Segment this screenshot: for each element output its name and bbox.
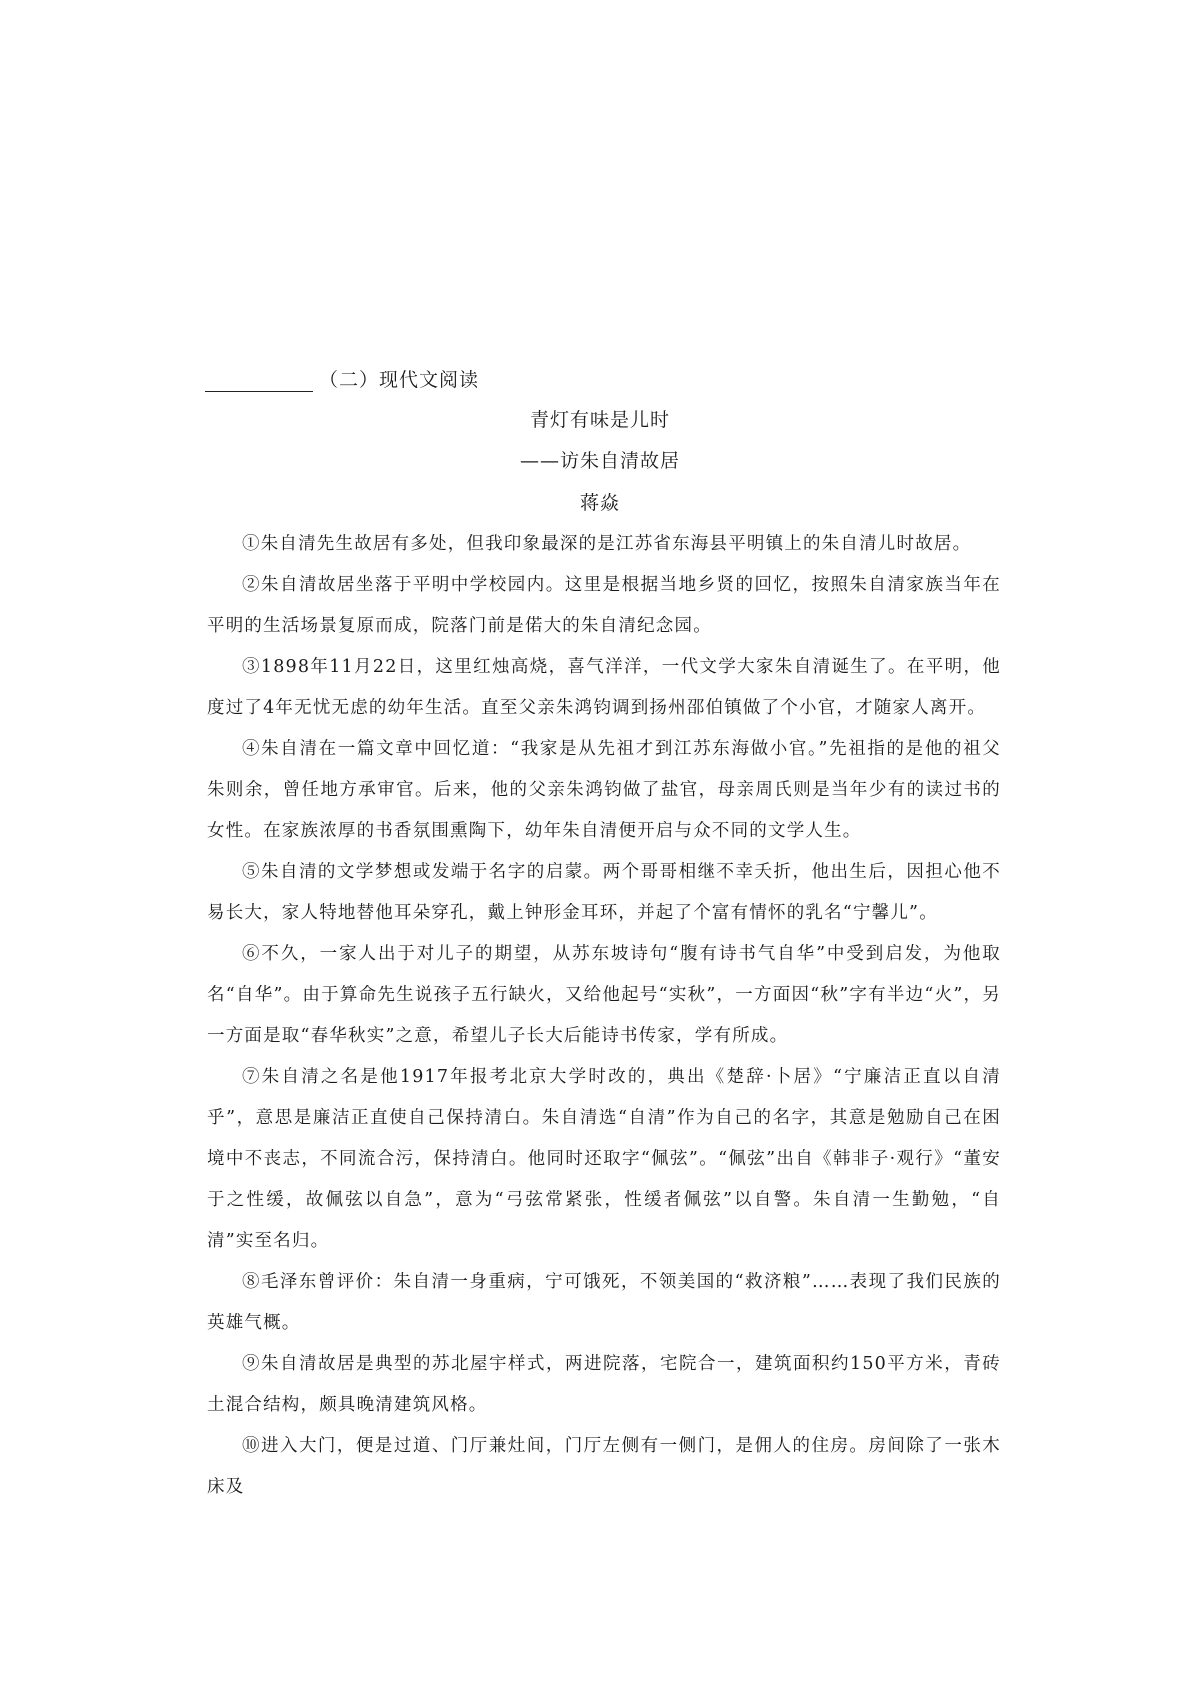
paragraph-3: ③1898年11月22日，这里红烛高烧，喜气洋洋，一代文学大家朱自清诞生了。在平明，他度过了4年无忧无虑的幼年生活。直至父亲朱鸿钧调到扬州邵伯镇做了个小官，才随家人离开。 [207,657,1001,718]
paragraph-9: ⑨朱自清故居是典型的苏北屋宇样式，两进院落，宅院合一，建筑面积约150平方米，青砖土混合结构，颇具晚清建筑风格。 [207,1354,1001,1415]
answer-blank [205,371,313,392]
paragraph-2: ②朱自清故居坐落于平明中学校园内。这里是根据当地乡贤的回忆，按照朱自清家族当年在平明的生活场景复原而成，院落门前是偌大的朱自清纪念园。 [207,575,1001,636]
section-heading-line [205,365,479,392]
section-heading: （二）现代文阅读 [319,369,480,391]
article-author: 蒋焱 [579,492,620,514]
paragraph-7: ⑦朱自清之名是他1917年报考北京大学时改的，典出《楚辞·卜居》“宁廉洁正直以自清乎”，意思是廉洁正直使自己保持清白。朱自清选“自清”作为自己的名字，其意是勉励自己在困境中不丧志，不同流合污，保持清白。他同时还取字“佩弦”。“佩弦”出自《韩非子·观行》“董安于之性缓，故佩弦以自急”，意为“弓弦常紧张，性缓者佩弦”以自警。朱自清一生勤勉，“自清”实至名归。 [207,1067,1001,1251]
paragraph-8: ⑧毛泽东曾评价：朱自清一身重病，宁可饿死，不领美国的“救济粮”……表现了我们民族的英雄气概。 [207,1272,1001,1333]
article-subtitle: ——访朱自清故居 [519,450,680,472]
article-body [207,524,1001,1508]
paragraph-4: ④朱自清在一篇文章中回忆道：“我家是从先祖才到江苏东海做小官。”先祖指的是他的祖父朱则余，曾任地方承审官。后来，他的父亲朱鸿钧做了盐官，母亲周氏则是当年少有的读过书的女性。在家族浓厚的书香氛围熏陶下，幼年朱自清便开启与众不同的文学人生。 [207,739,1001,841]
paragraph-1: ①朱自清先生故居有多处，但我印象最深的是江苏省东海县平明镇上的朱自清儿时故居。 [242,534,972,554]
paragraph-10: ⑩进入大门，便是过道、门厅兼灶间，门厅左侧有一侧门，是佣人的住房。房间除了一张木床及 [207,1436,1001,1497]
article-title: 青灯有味是儿时 [529,409,670,431]
paragraph-5: ⑤朱自清的文学梦想或发端于名字的启蒙。两个哥哥相继不幸夭折，他出生后，因担心他不易长大，家人特地替他耳朵穿孔，戴上钟形金耳环，并起了个富有情怀的乳名“宁馨儿”。 [207,862,1001,923]
paragraph-6: ⑥不久，一家人出于对儿子的期望，从苏东坡诗句“腹有诗书气自华”中受到启发，为他取名“自华”。由于算命先生说孩子五行缺火，又给他起号“实秋”，一方面因“秋”字有半边“火”，另一方面是取“春华秋实”之意，希望儿子长大后能诗书传家，学有所成。 [207,944,1001,1046]
